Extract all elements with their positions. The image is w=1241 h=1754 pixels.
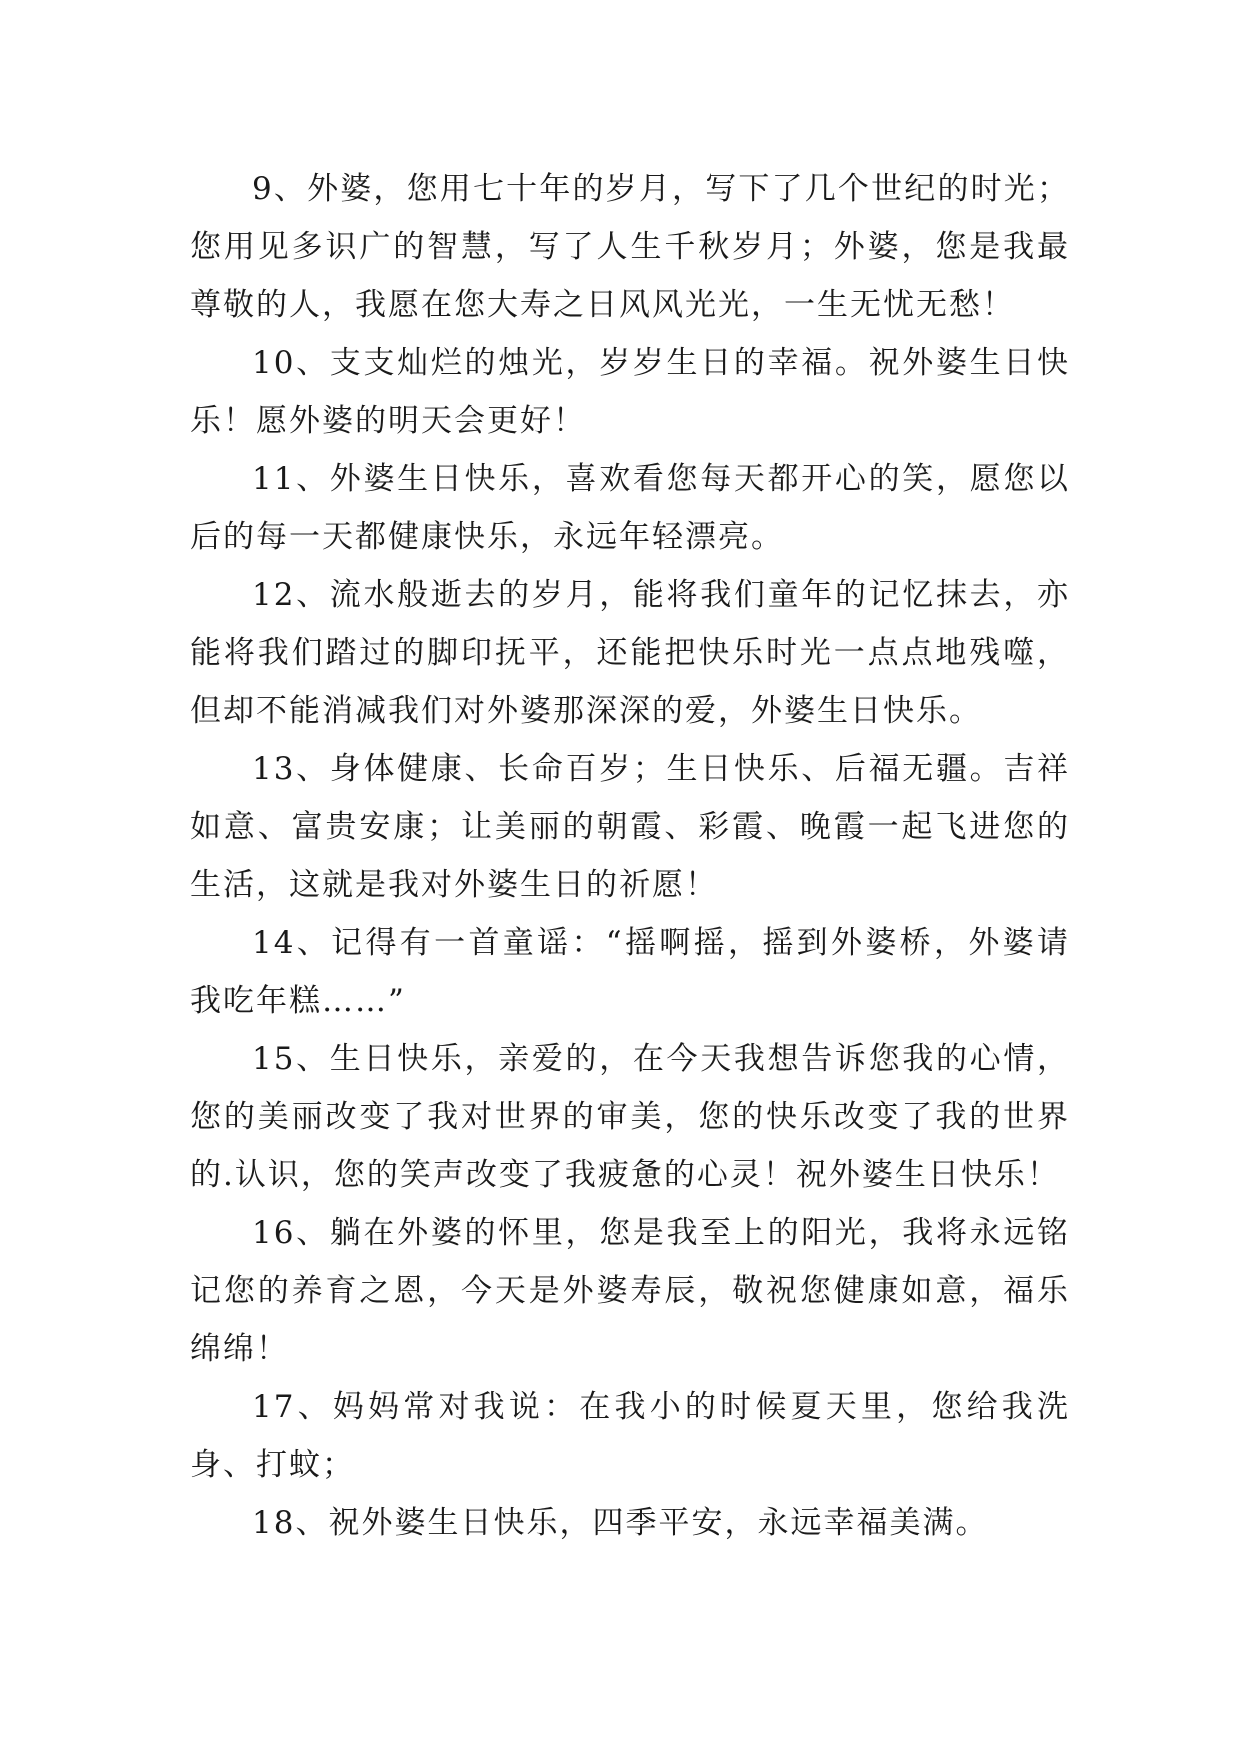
paragraph-12: 12、流水般逝去的岁月，能将我们童年的记忆抹去，亦能将我们踏过的脚印抚平，还能把快乐时光一点点地残噬，但却不能消减我们对外婆那深深的爱，外婆生日快乐。: [190, 577, 1070, 729]
paragraph-16: 16、躺在外婆的怀里，您是我至上的阳光，我将永远铭记您的养育之恩，今天是外婆寿辰，敬祝您健康如意，福乐绵绵！: [190, 1215, 1070, 1367]
paragraph-17: 17、妈妈常对我说：在我小的时候夏天里，您给我洗身、打蚊；: [190, 1389, 1070, 1483]
paragraph-9: 9、外婆，您用七十年的岁月，写下了几个世纪的时光；您用见多识广的智慧，写了人生千秋岁月；外婆，您是我最尊敬的人，我愿在您大寿之日风风光光，一生无忧无愁！: [190, 171, 1070, 323]
document-body: [190, 160, 1070, 1552]
paragraph-13: 13、身体健康、长命百岁；生日快乐、后福无疆。吉祥如意、富贵安康；让美丽的朝霞、彩霞、晚霞一起飞进您的生活，这就是我对外婆生日的祈愿！: [190, 751, 1070, 903]
paragraph-11: 11、外婆生日快乐，喜欢看您每天都开心的笑，愿您以后的每一天都健康快乐，永远年轻漂亮。: [190, 461, 1070, 555]
paragraph-15: 15、生日快乐，亲爱的，在今天我想告诉您我的心情，您的美丽改变了我对世界的审美，您的快乐改变了我的世界的.认识，您的笑声改变了我疲惫的心灵！祝外婆生日快乐！: [190, 1041, 1070, 1193]
paragraph-18: 18、祝外婆生日快乐，四季平安，永远幸福美满。: [252, 1505, 989, 1541]
paragraph-14: 14、记得有一首童谣：“摇啊摇，摇到外婆桥，外婆请我吃年糕……”: [190, 925, 1070, 1019]
paragraph-10: 10、支支灿烂的烛光，岁岁生日的幸福。祝外婆生日快乐！愿外婆的明天会更好！: [190, 345, 1070, 439]
